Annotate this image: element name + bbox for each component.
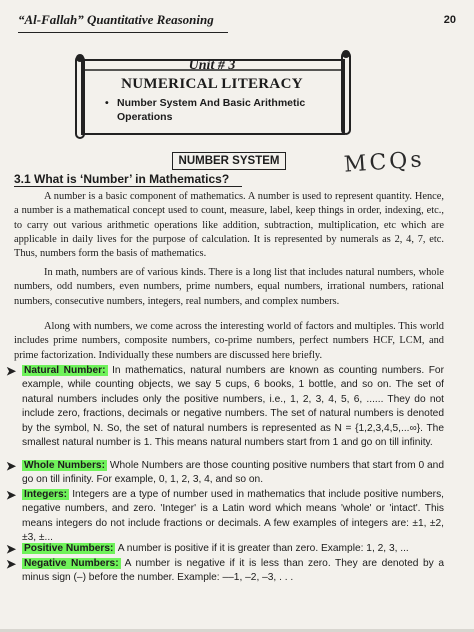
unit-label: Unit # 3 (188, 58, 236, 73)
paragraph-kinds: In math, numbers are of various kinds. There is a long list that includes natural numbers, whole numbers, odd numbers, even numbers, prime numbers, equal numbers, irrational numbers, rational numbers, consecutive numbers, integers, real numbers, and complex numbers. (14, 267, 444, 307)
page-header (18, 12, 456, 34)
paragraph-factors: Along with numbers, we come across the interesting world of factors and multiples. This world includes prime numbers, composite numbers, co-prime numbers, perfect numbers HCF, LCM, and prime factorization. Individually these numbers are discussed here briefly. (14, 321, 444, 361)
definition-text: In mathematics, natural numbers are known as counting numbers. For example, while counting objects, we say 5 cups, 6 books, 1 bottle, and so on. The set of natural numbers includes only the positive numbers, i.e., 1, 2, 3, 4, 5, 6, ...... They do not include zero, fractions, decimals or negative numbers. The set of natural numbers is denoted by the symbol, N. So, the set of natural numbers is represented as N = {1,2,3,4,5,...∞}. The smallest natural number is 1. This means natural numbers start from 1 and go on till infinity. (22, 365, 444, 449)
definition-positive-numbers (22, 542, 444, 556)
definition-text: A number is positive if it is greater than zero. Example: 1, 2, 3, ... (115, 543, 409, 554)
chapter-topic-text: Number System And Basic Arithmetic Operations (117, 97, 306, 123)
book-title: “Al-Fallah” Quantitative Reasoning (18, 12, 214, 27)
definition-text: Whole Numbers are those counting positive numbers that start from 0 and go on till infinity. For example, 0, 1, 2, 3, 4, and so on. (22, 460, 444, 486)
arrow-marker-icon: ➤ (6, 459, 17, 473)
term-positive-numbers: Positive Numbers: (24, 543, 114, 554)
definition-negative-numbers (22, 557, 444, 586)
paragraph-intro: A number is a basic component of mathematics. A number is used to represent quantity. Hence, a number is a mathematical concept used to count, measure, label, keep things in order, indexing, etc., to carry out various arithmetic operations like addition, subtraction, multiplication, etc which are applicable in daily lives for the purpose of calculation. It is represented by numerals as 2, 4, 7, etc. Thus, numbers form the basis of mathematics. (14, 191, 444, 260)
section-heading: 3.1 What is ‘Number’ in Mathematics? (14, 172, 230, 186)
definition-text: A number is negative if it is less than zero. They are denoted by a minus sign (–) before the number. Example: ––1, –2, –3, . . . (22, 558, 444, 584)
term-integers: Integers: (24, 489, 68, 500)
arrow-marker-icon: ➤ (6, 364, 17, 378)
term-whole-numbers: Whole Numbers: (24, 460, 105, 471)
header-underline (18, 32, 228, 33)
section-title: NUMBER SYSTEM (172, 152, 286, 170)
heading-underline (14, 186, 242, 187)
arrow-marker-icon: ➤ (6, 557, 17, 571)
arrow-marker-icon: ➤ (6, 488, 17, 502)
bullet-icon: • (105, 97, 109, 109)
chapter-topic (105, 96, 357, 124)
definition-integers (22, 488, 444, 546)
chapter-title: NUMERICAL LITERACY (121, 76, 303, 92)
term-natural-number: Natural Number: (24, 365, 106, 376)
term-negative-numbers: Negative Numbers: (24, 558, 119, 569)
definition-natural-number (22, 364, 444, 450)
page-number: 20 (443, 14, 456, 26)
arrow-marker-icon: ➤ (6, 542, 17, 556)
definition-whole-numbers (22, 459, 444, 488)
unit-banner (62, 50, 362, 140)
handwritten-note: MCQs (343, 147, 426, 178)
definition-text: Integers are a type of number used in mathematics that include positive numbers, negative numbers, and zero. 'Integer' is a Latin word which means 'whole' or 'intact'. This means integers do not include fractions or decimals. A few examples of integers are: ±1, ±2, ±3, ±... (22, 489, 444, 544)
